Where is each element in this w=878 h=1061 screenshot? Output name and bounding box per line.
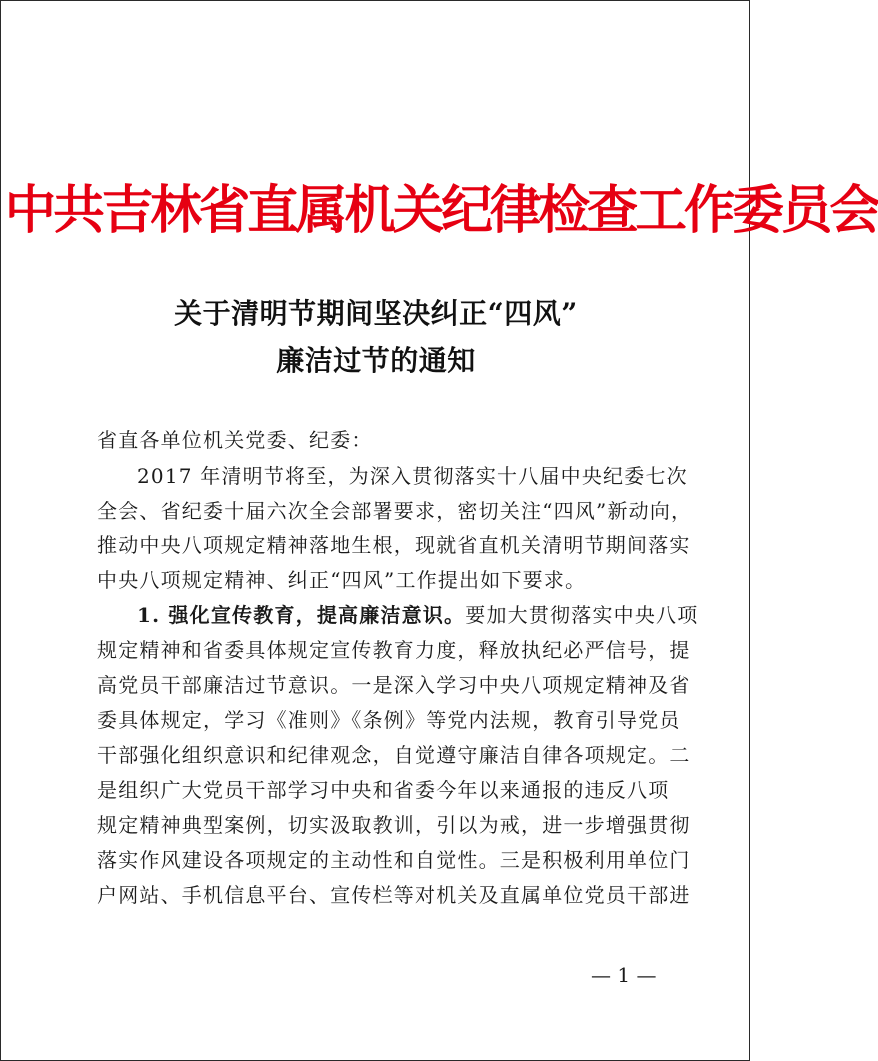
page-number: — 1 — [591,963,657,987]
paragraph-1-line-1: 2017 年清明节将至，为深入贯彻落实十八届中央纪委七次 [137,464,688,488]
paragraph-2-line-8: 落实作风建设各项规定的主动性和自觉性。三是积极利用单位门 [97,848,691,872]
paragraph-2-line-5: 干部强化组织意识和纪律观念，自觉遵守廉洁自律各项规定。二 [97,743,691,767]
paragraph-1-line-4: 中央八项规定精神、纠正“四风”工作提出如下要求。 [97,568,587,592]
paragraph-2-line-4: 委具体规定，学习《准则》《条例》等党内法规，教育引导党员 [97,708,681,732]
paragraph-1-line-2: 全会、省纪委十届六次全会部署要求，密切关注“四风”新动向， [97,499,693,523]
document-title-line-1: 关于清明节期间坚决纠正“四风” [174,297,578,330]
paragraph-2-line-9: 户网站、手机信息平台、宣传栏等对机关及直属单位党员干部进 [97,883,691,907]
paragraph-2-line-2: 规定精神和省委具体规定宣传教育力度，释放执纪必严信号，提 [97,638,691,662]
paragraph-2-line-1 [137,599,698,628]
section-heading: 1. 强化宣传教育，提高廉洁意识。 [137,603,466,627]
paragraph-2-line-7: 规定精神典型案例，切实汲取教训，引以为戒，进一步增强贯彻 [97,813,691,837]
salutation: 省直各单位机关党委、纪委： [97,428,373,452]
paragraph-2-line-6: 是组织广大党员干部学习中央和省委今年以来通报的违反八项 [97,778,670,802]
paragraph-2-line-1-rest: 要加大贯彻落实中央八项 [465,603,699,627]
organization-header: 中共吉林省直属机关纪律检查工作委员会 [4,180,878,241]
document-title-line-2: 廉洁过节的通知 [276,344,476,377]
paragraph-2-line-3: 高党员干部廉洁过节意识。一是深入学习中央八项规定精神及省 [97,673,691,697]
paragraph-1-line-3: 推动中央八项规定精神落地生根，现就省直机关清明节期间落实 [97,533,691,557]
